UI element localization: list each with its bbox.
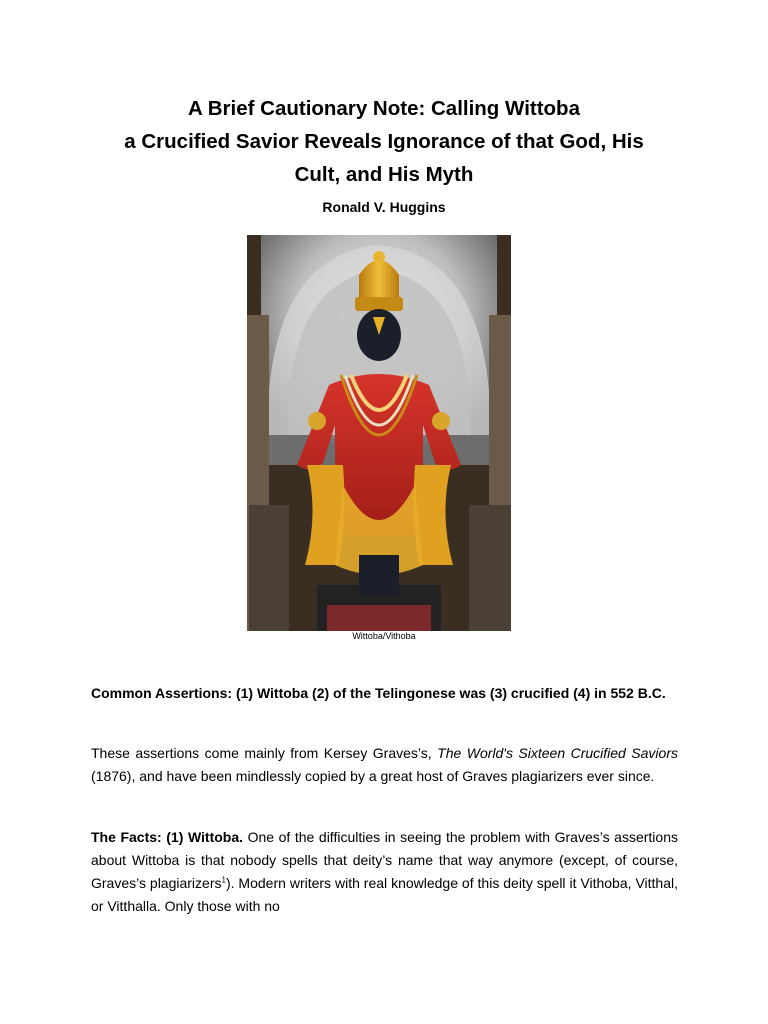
section-heading: Common Assertions: (1) Wittoba (2) of the Telingonese was (3) crucified (4) in 552 B.C.	[91, 685, 666, 701]
deity-photo	[247, 235, 511, 631]
figure-caption: Wittoba/Vithoba	[352, 631, 416, 641]
wittoba-image	[247, 235, 511, 631]
title-line-2: a Crucified Savior Reveals Ignorance of that God, His	[124, 130, 644, 153]
paragraph-1	[91, 742, 678, 788]
author-name: Ronald V. Huggins	[322, 199, 446, 215]
paragraph-1-rest: (1876), and have been mindlessly copied by a great host of Graves plagiarizers ever since.	[91, 768, 655, 784]
paragraph-2-text-1: One of the difficulties in seeing the problem with Graves’s assertions about Wittoba is that nobody spells that deity’s name that way anymore (except, of course, Graves’s plagiarizers	[91, 829, 678, 891]
paragraph-2-text-2: ). Modern writers with real knowledge of this deity spell it Vithoba, Vitthal, or Vitthalla. Only those with no	[91, 875, 678, 914]
paragraph-1-intro: These assertions come mainly from Kersey Graves’s,	[91, 745, 438, 761]
paragraph-2	[91, 826, 678, 918]
title-line-3: Cult, and His Myth	[294, 163, 474, 186]
footnote-ref[interactable]: 1	[221, 875, 226, 885]
book-title: The World's Sixteen Crucified Saviors	[437, 745, 678, 761]
facts-heading: The Facts: (1) Wittoba.	[91, 829, 244, 845]
title-line-1: A Brief Cautionary Note: Calling Wittoba	[188, 97, 580, 120]
document-title	[60, 92, 708, 191]
